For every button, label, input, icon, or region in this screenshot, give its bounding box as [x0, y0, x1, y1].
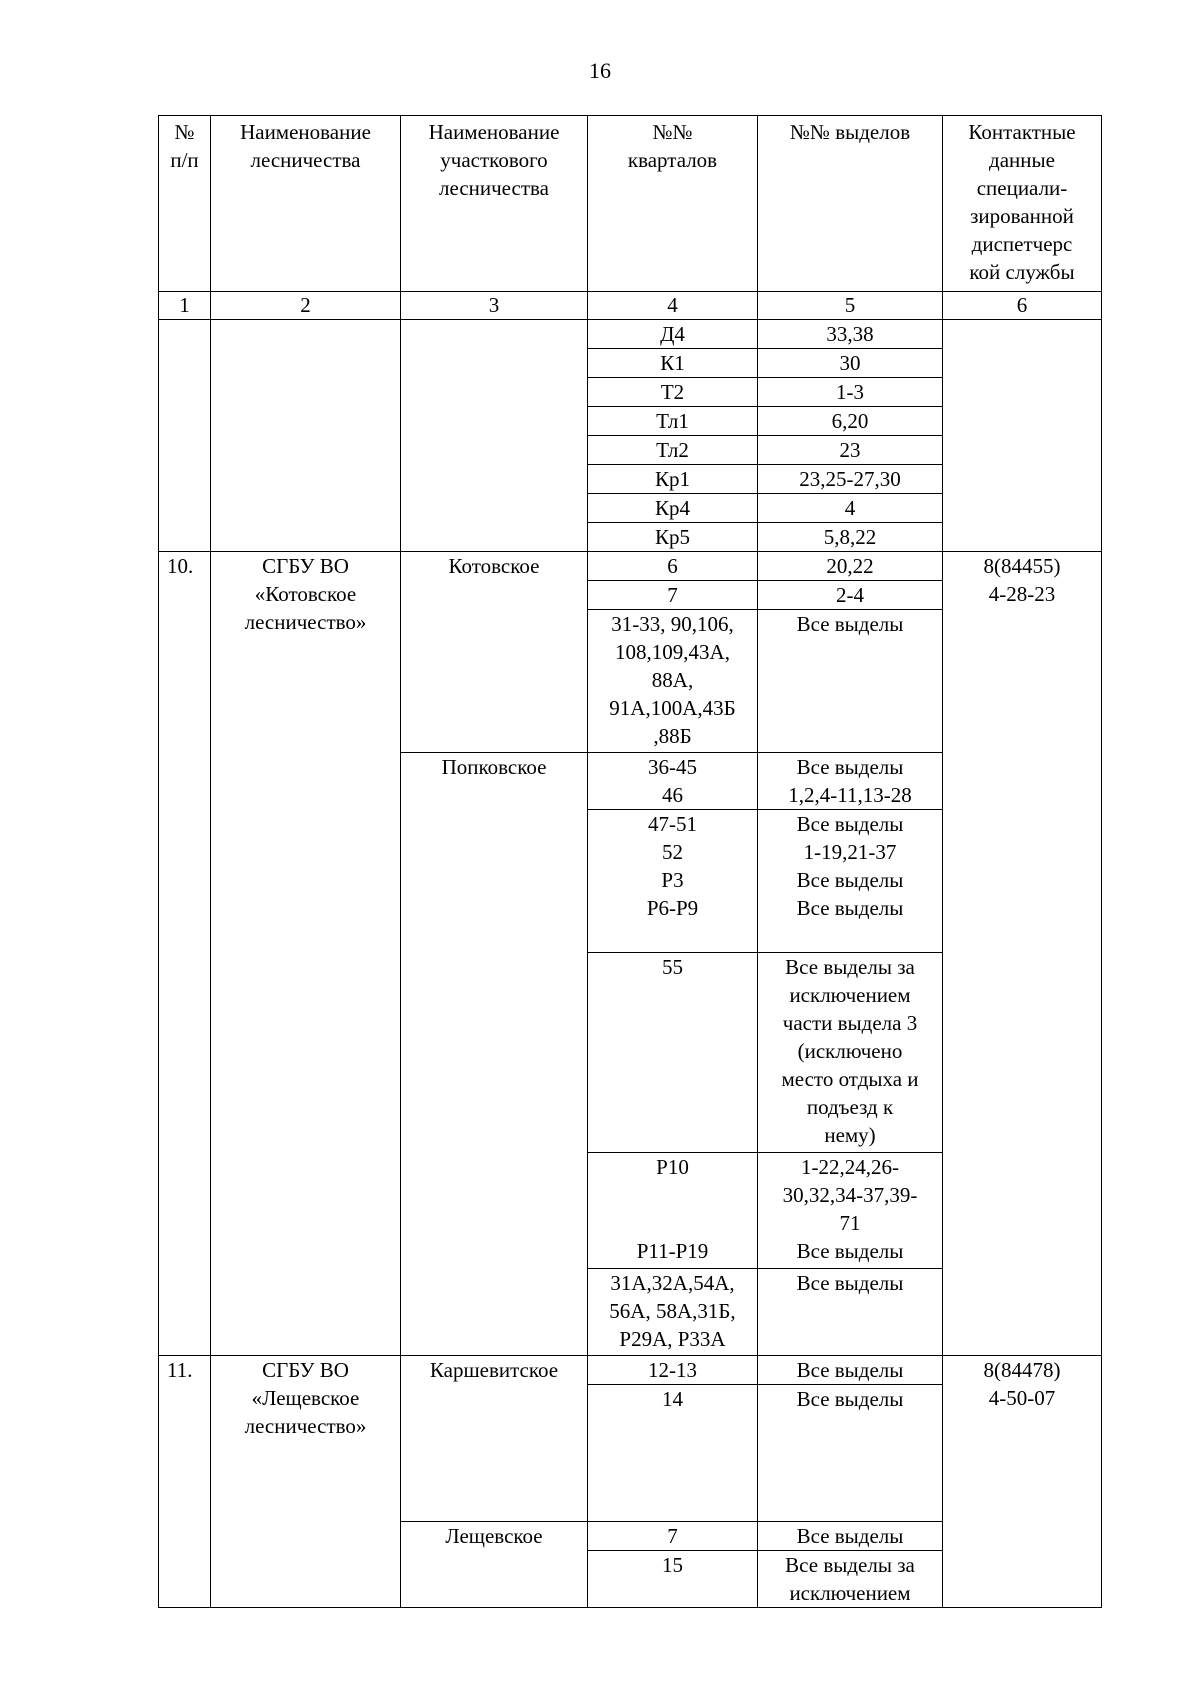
- vydel-cell: 1-22,24,26- 30,32,34-37,39- 71 Все выделы: [758, 1153, 943, 1269]
- vydel-cell: Все выделы: [758, 1356, 943, 1385]
- kvartal-cell: К1: [588, 349, 758, 378]
- vydel-cell: Все выделы 1-19,21-37 Все выделы Все выделы: [758, 810, 943, 953]
- table-row: [159, 320, 1102, 349]
- header-forestry: Наименование лесничества: [211, 116, 401, 292]
- column-number: 2: [211, 292, 401, 320]
- kvartal-cell: 6: [588, 552, 758, 581]
- kvartal-cell: 36-45 46: [588, 753, 758, 810]
- vydel-cell: Все выделы 1,2,4-11,13-28: [758, 753, 943, 810]
- num-cell-empty: [159, 320, 211, 552]
- vydel-cell: 30: [758, 349, 943, 378]
- kvartal-cell: 47-51 52 Р3 Р6-Р9: [588, 810, 758, 953]
- entry-number: 10.: [159, 552, 211, 1356]
- column-number: 5: [758, 292, 943, 320]
- vydel-cell: Все выделы: [758, 1269, 943, 1356]
- vydel-cell: 2-4: [758, 581, 943, 610]
- forestry-cell-empty: [211, 320, 401, 552]
- kvartal-cell: Р10 Р11-Р19: [588, 1153, 758, 1269]
- column-number: 3: [401, 292, 588, 320]
- header-district: Наименование участкового лесничества: [401, 116, 588, 292]
- column-number: 6: [943, 292, 1102, 320]
- vydel-cell: Все выделы за исключением части выдела 3 (исключено место отдыха и подъезд к нему): [758, 953, 943, 1153]
- vydel-cell: 33,38: [758, 320, 943, 349]
- column-number: 1: [159, 292, 211, 320]
- district-name: Попковское: [401, 753, 588, 1356]
- vydel-cell: 6,20: [758, 407, 943, 436]
- header-num: № п/п: [159, 116, 211, 292]
- vydel-cell: Все выделы: [758, 610, 943, 753]
- contact-data: 8(84478) 4-50-07: [943, 1356, 1102, 1608]
- forestry-name: СГБУ ВО «Лещевское лесничество»: [211, 1356, 401, 1608]
- kvartal-cell: Т2: [588, 378, 758, 407]
- contact-cell-empty: [943, 320, 1102, 552]
- forestry-name: СГБУ ВО «Котовское лесничество»: [211, 552, 401, 1356]
- vydel-cell: 5,8,22: [758, 523, 943, 552]
- kvartal-cell: Кр5: [588, 523, 758, 552]
- forestry-table: [158, 115, 1102, 1608]
- kvartal-cell: Кр1: [588, 465, 758, 494]
- column-number-row: [159, 292, 1102, 320]
- kvartal-cell: 7: [588, 1522, 758, 1551]
- district-name: Лещевское: [401, 1522, 588, 1608]
- header-kvartal: №№ кварталов: [588, 116, 758, 292]
- vydel-cell: Все выделы за исключением: [758, 1551, 943, 1608]
- header-row: [159, 116, 1102, 292]
- header-vydel: №№ выделов: [758, 116, 943, 292]
- contact-data: 8(84455) 4-28-23: [943, 552, 1102, 1356]
- kvartal-cell: Кр4: [588, 494, 758, 523]
- kvartal-cell: 14: [588, 1385, 758, 1522]
- kvartal-cell: Тл2: [588, 436, 758, 465]
- vydel-cell: Все выделы: [758, 1522, 943, 1551]
- page-number: 16: [589, 58, 611, 83]
- district-name: Котовское: [401, 552, 588, 753]
- column-number: 4: [588, 292, 758, 320]
- table-row: [159, 1356, 1102, 1385]
- vydel-cell: 23: [758, 436, 943, 465]
- vydel-cell: 23,25-27,30: [758, 465, 943, 494]
- entry-number: 11.: [159, 1356, 211, 1608]
- vydel-cell: 20,22: [758, 552, 943, 581]
- kvartal-cell: 55: [588, 953, 758, 1153]
- header-contact: Контактные данные специали- зированной диспетчерс кой службы: [943, 116, 1102, 292]
- kvartal-cell: 12-13: [588, 1356, 758, 1385]
- kvartal-cell: Тл1: [588, 407, 758, 436]
- table-row: [159, 552, 1102, 581]
- kvartal-cell: Д4: [588, 320, 758, 349]
- vydel-cell: 1-3: [758, 378, 943, 407]
- kvartal-cell: 7: [588, 581, 758, 610]
- district-cell-empty: [401, 320, 588, 552]
- kvartal-cell: 31-33, 90,106, 108,109,43А, 88А, 91А,100А,43Б ,88Б: [588, 610, 758, 753]
- vydel-cell: 4: [758, 494, 943, 523]
- vydel-cell: Все выделы: [758, 1385, 943, 1522]
- kvartal-cell: 15: [588, 1551, 758, 1608]
- district-name: Каршевитское: [401, 1356, 588, 1522]
- kvartal-cell: 31А,32А,54А, 56А, 58А,31Б, Р29А, Р33А: [588, 1269, 758, 1356]
